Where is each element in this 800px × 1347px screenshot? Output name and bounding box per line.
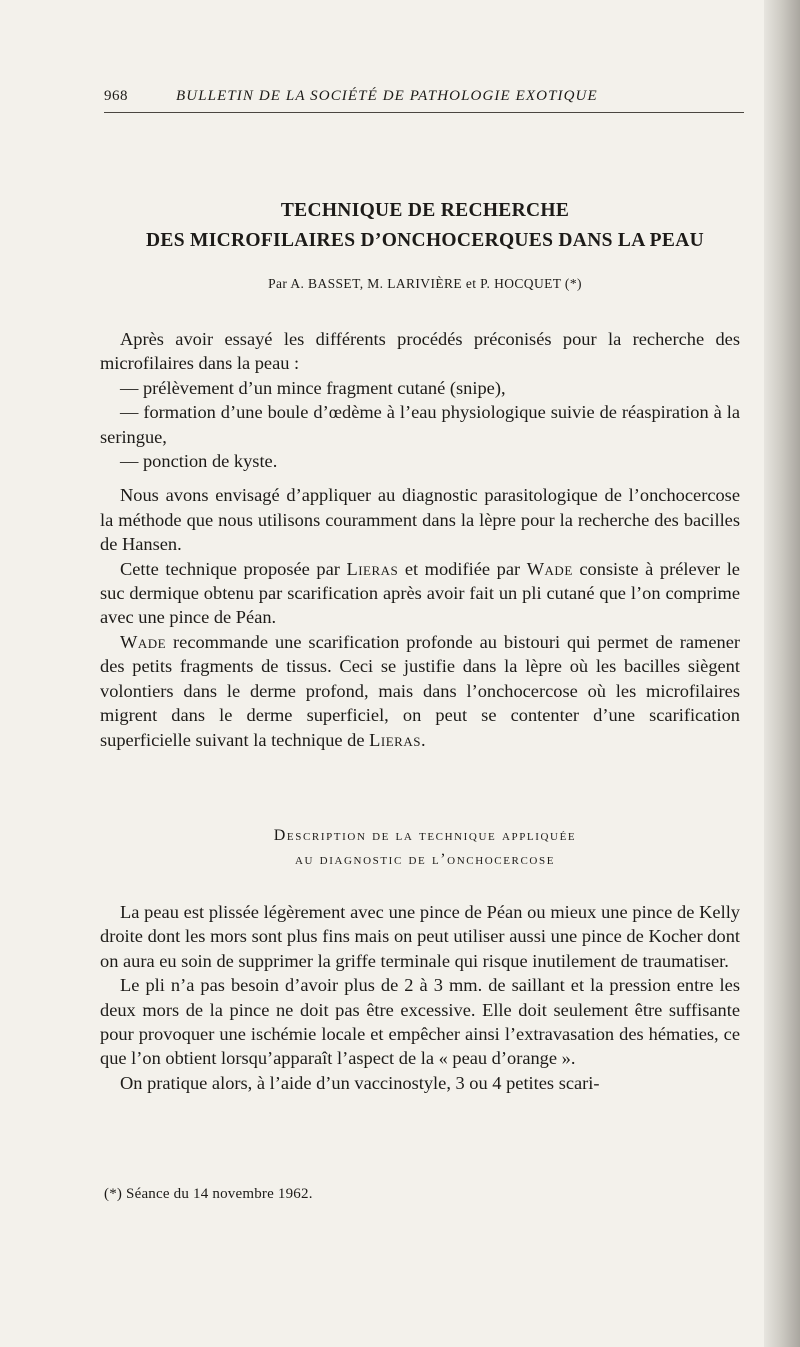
paragraph: On pratique alors, à l’aide d’un vaccinostyle, 3 ou 4 petites scari-: [120, 1072, 600, 1093]
section-heading-line-1: Description de la technique appliquée: [273, 827, 577, 844]
author-name: Lieras: [369, 729, 421, 750]
text-run: recommande une scarification profonde au bistouri qui permet de ramener des petits fragments de tissus. Ceci se justifie dans la lèpre où les bacilles siègent volontiers dans le derme profond, mais dans l’onchocercose où les microfilaires migrent dans le derme superficiel, on peut se contenter d’une scarification superficielle suivant la technique de: [100, 631, 740, 750]
method-text: [100, 900, 740, 1095]
paragraph: [100, 557, 740, 630]
article-title: [100, 196, 750, 256]
paragraph: Le pli n’a pas besoin d’avoir plus de 2 à 3 mm. de saillant et la pression entre les deux mors de la pince ne doit pas être excessive. Elle doit seulement être suffisante pour provoquer une ischémie locale et empêcher ainsi l’extravasation des hématies, ce que l’on obtient lorsqu’apparaît l’aspect de la « peau d’orange ».: [100, 975, 740, 1069]
author-name: Lieras: [346, 558, 399, 579]
title-line-1: TECHNIQUE DE RECHERCHE: [280, 200, 570, 221]
paragraph: Nous avons envisagé d’appliquer au diagnostic parasitologique de l’onchocercose la méthode que nous utilisons couramment dans la lèpre pour la recherche des bacilles de Hansen.: [100, 485, 740, 555]
text-run: .: [420, 729, 426, 750]
paragraph: La peau est plissée légèrement avec une pince de Péan ou mieux une pince de Kelly droite dont les mors sont plus fins mais on peut utiliser aussi une pince de Kocher dont on aura eu soin de supprimer la griffe terminale qui risque inutilement de traumatiser.: [100, 902, 740, 971]
paragraph: [100, 630, 740, 752]
journal-title: BULLETIN DE LA SOCIÉTÉ DE PATHOLOGIE EXOTIQUE: [176, 88, 598, 104]
title-line-2: DES MICROFILAIRES D’ONCHOCERQUES DANS LA PEAU: [146, 230, 704, 251]
page-edge-shadow: [764, 0, 800, 1347]
header-rule: [104, 112, 744, 113]
text-run: consiste à prélever le suc dermique obtenu par scarification après avoir fait un pli cutané que l’on comprime avec une pince de Péan.: [100, 558, 740, 628]
list-item: [100, 400, 740, 449]
article-authors: Par A. BASSET, M. LARIVIÈRE et P. HOCQUET (*): [268, 276, 582, 291]
text-run: Cette technique proposée par: [120, 558, 340, 579]
list-item: — prélèvement d’un mince fragment cutané (snipe),: [120, 377, 506, 398]
footnote: (*) Séance du 14 novembre 1962.: [104, 1186, 313, 1202]
running-header: [104, 84, 744, 114]
section-heading: [100, 824, 750, 872]
list-item-text: — formation d’une boule d’œdème à l’eau physiologique suivie de réaspiration à la seringue,: [100, 402, 740, 447]
page-number: 968: [104, 88, 128, 104]
section-heading-line-2: au diagnostic de l’onchocercose: [294, 851, 556, 868]
author-name: Wade: [120, 631, 167, 652]
intro-text: [100, 327, 740, 752]
text-run: et modifiée par: [404, 558, 521, 579]
list-item: — ponction de kyste.: [120, 451, 278, 472]
author-name: Wade: [526, 558, 573, 579]
paragraph: Après avoir essayé les différents procédés préconisés pour la recherche des microfilaires dans la peau :: [100, 329, 740, 374]
